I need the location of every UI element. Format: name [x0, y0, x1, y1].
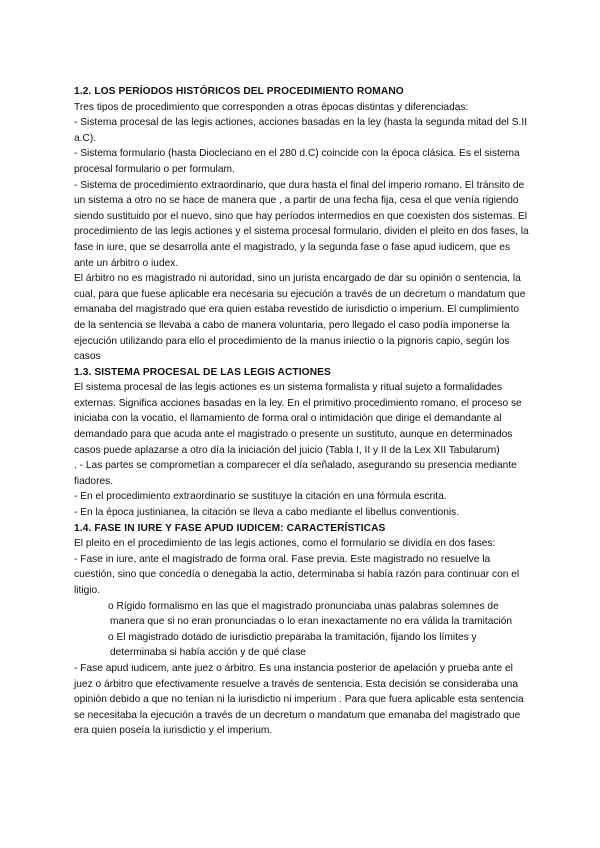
paragraph-formulario: - Sistema formulario (hasta Diocleciano en el 280 d.C) coincide con la época clásica. Es el sistema procesal formulario o per formulam.	[74, 148, 520, 175]
paragraph-fase-apud-iudicem: - Fase apud iudicem, ante juez o árbitro. Es una instancia posterior de apelación y prueba ante el juez o árbitro que efectivamente resuelve a través de sentencia. Esta decisión se consideraba una opinión debido a que no tenían ni la iurisdictio ni imperium . Para que fuera aplicable esta sentencia se necesitaba la ejecución a través de un decretum o mandatum que emanaba del magistrado que era quien poseía la iurisdictio y el imperium.	[74, 662, 524, 737]
section-heading-1-4: 1.4. FASE IN IURE Y FASE APUD IUDICEM: CARACTERÍSTICAS	[74, 522, 386, 534]
paragraph-citacion-escrita: - En el procedimiento extraordinario se sustituye la citación en una fórmula escrita.	[74, 491, 447, 503]
paragraph-legis-actiones: - Sistema procesal de las legis actiones, acciones basadas en la ley (hasta la segunda mitad del S.II a.C).	[74, 117, 528, 144]
sub-bullet-iurisdictio: o El magistrado dotado de iurisdictio preparaba la tramitación, fijando los límites y determinaba si había acción y de qué clase	[108, 631, 477, 659]
paragraph-libellus: - En la época justinianea, la citación se lleva a cabo mediante el libellus conventionis.	[74, 507, 460, 519]
sub-bullet-formalismo: o Rígido formalismo en las que el magistrado pronunciaba unas palabras solemnes de manera que si no eran pronunciadas o lo eran inexactamente no era válida la tramitación	[108, 600, 513, 628]
paragraph-fase-in-iure: - Fase in iure, ante el magistrado de forma oral. Fase previa. Este magistrado no resuelve la cuestión, sino que concedía o denegaba la actio, determinaba si había razón para continuar con el litigio.	[74, 553, 520, 596]
paragraph-extraordinario: - Sistema de procedimiento extraordinario, que dura hasta el final del imperio romano. El tránsito de un sistema a otro no se hace de manera que , a partir de una fecha fija, cesa el que venía rigiendo siendo sustituido por el nuevo, sino que hay períodos intermedios en que coexisten dos sistemas. El procedimiento de las legis actiones y el sistema procesal formulario, dividen el pleito en dos fases, la fase in iure, que se desarrolla ante el magistrado, y la segunda fase o fase apud iudicem, que es ante un árbitro o iudex.	[74, 179, 529, 269]
section-heading-1-2: 1.2. LOS PERÍODOS HISTÓRICOS DEL PROCEDIMIENTO ROMANO	[74, 86, 404, 97]
paragraph-sistema-procesal: El sistema procesal de las legis actiones es un sistema formalista y ritual sujeto a formalidades externas. Significa acciones basadas en la ley. En el primitivo procedimiento romano, el proceso se iniciaba con la vocatio, el llamamiento de forma oral o intimidación que dirige el demandante al demandado para que acuda ante el magistrado o presente un sustituto, aunque en determinados casos puede aplazarse a otro día la iniciación del juicio (Tabla I, II y II de la Lex XII Tabularum)	[74, 382, 522, 456]
paragraph-arbitro: El árbitro no es magistrado ni autoridad, sino un jurista encargado de dar su opinión o sentencia, la cual, para que fuese aplicable era necesaria su ejecución a través de un decretum o mandatum que emanaba del magistrado que era quien estaba revestido de iurisdictio o imperium. El cumplimiento de la sentencia se llevaba a cabo de manera voluntaria, pero llegado el caso podía imponerse la ejecución utilizando para ello el procedimiento de la manus iniectio o la pignoris capio, según los casos	[74, 273, 526, 363]
paragraph-intro: Tres tipos de procedimiento que corresponden a otras épocas distintas y diferenciadas:	[74, 101, 469, 113]
paragraph-pleito-fases: El pleito en el procedimiento de las legis actiones, como el formulario se dividía en dos fases:	[74, 538, 496, 550]
paragraph-partes: . - Las partes se comprometían a comparecer el día señalado, asegurando su presencia mediante fiadores.	[74, 460, 517, 487]
section-heading-1-3: 1.3. SISTEMA PROCESAL DE LAS LEGIS ACTIONES	[74, 366, 331, 378]
